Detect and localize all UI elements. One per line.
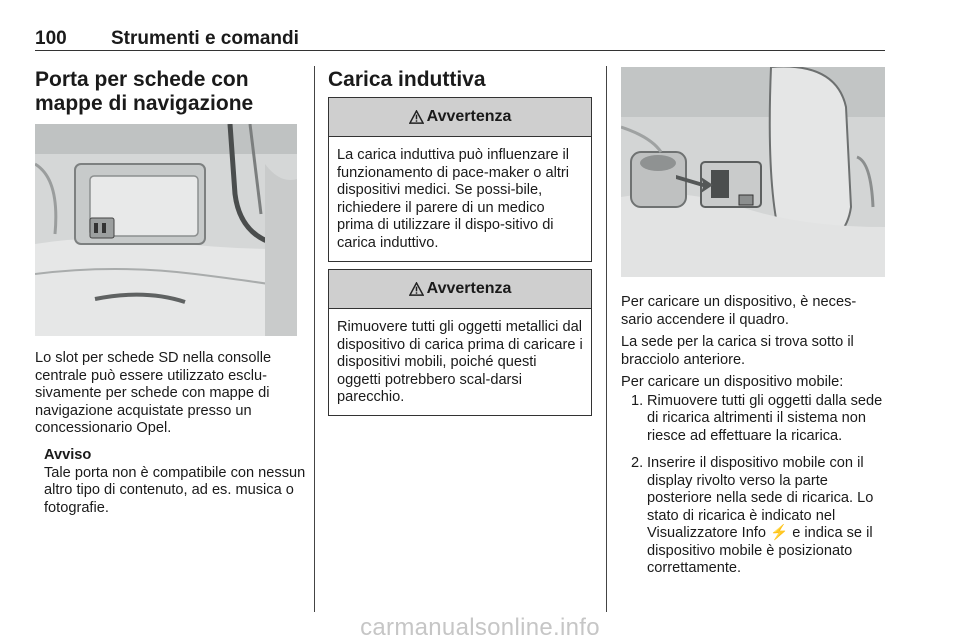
- step-1-number: 1.: [631, 392, 644, 409]
- middle-column: [328, 68, 598, 92]
- warning-heading-2: Avvertenza: [426, 280, 512, 297]
- sd-port-description: Lo slot per schede SD nella consolle centrale può essere utilizzato esclu-sivamente per schede con mappe di navigazione acquistate presso un concessionario Opel.: [35, 350, 272, 436]
- header-rule: [35, 50, 885, 51]
- step-1-text: Rimuovere tutti gli oggetti dalla sede di ricarica altrimenti il sistema non riesce ad effettuare la ricarica.: [647, 392, 883, 444]
- warning-heading-1: Avvertenza: [426, 108, 512, 125]
- warning-text-2: Rimuovere tutti gli oggetti metallici dal dispositivo di carica prima di caricare i dispositivi mobili, poiché questi oggetti potrebbero scal-darsi parecchio.: [337, 319, 583, 405]
- warning-box-2: [328, 269, 592, 416]
- step-2-number: 2.: [631, 455, 644, 471]
- charging-pad-illustration: [621, 67, 885, 277]
- left-column: [35, 68, 305, 116]
- section-title-sd-port: [35, 68, 305, 116]
- right-paragraph-2: La sede per la carica si trova sotto il bracciolo anteriore.: [621, 334, 854, 368]
- step-2-text: Inserire il dispositivo mobile con il display rivolto verso la parte posteriore nella sede di ricarica. Lo stato di ricarica è indicato nel Visualizzatore Info ⚡ e indica se il dispositivo mobile è posizionato correttamente.: [647, 455, 874, 576]
- notice-label: Avviso: [44, 447, 92, 463]
- column-divider-left: [314, 66, 315, 612]
- watermark: carmanualsonline.info: [360, 614, 600, 641]
- right-paragraph-1: Per caricare un dispositivo, è neces-sario accendere il quadro.: [621, 294, 857, 328]
- warning-box-1: [328, 97, 592, 262]
- warning-header-2: [329, 270, 591, 309]
- notice-box: [44, 447, 306, 517]
- left-body: [35, 350, 303, 438]
- chapter-title: Strumenti e comandi: [111, 28, 299, 49]
- sd-slot-illustration: [35, 124, 297, 336]
- warning-triangle-icon: [409, 282, 424, 296]
- right-paragraph-3: Per caricare un dispositivo mobile:: [621, 374, 844, 390]
- section-title-inductive-charging: Carica induttiva: [328, 68, 486, 91]
- title-line-2: mappe di navigazione: [35, 92, 254, 115]
- page-number: 100: [35, 28, 67, 49]
- warning-text-1: La carica induttiva può influenzare il funzionamento di pace-maker o altri dispositivi medici. Se possi-bile, richiedere il parere di un medico prima di utilizzare il dispo-sitivo di carica induttivo.: [337, 147, 570, 251]
- warning-triangle-icon: [409, 110, 424, 124]
- notice-text: Tale porta non è compatibile con nessun altro tipo di contenuto, ad es. musica o fotografie.: [44, 464, 306, 516]
- right-body: [621, 294, 887, 588]
- step-2: [621, 455, 887, 578]
- warning-header-1: [329, 98, 591, 137]
- step-1: [621, 393, 887, 446]
- column-divider-right: [606, 66, 607, 612]
- title-line-1: Porta per schede con: [35, 68, 249, 91]
